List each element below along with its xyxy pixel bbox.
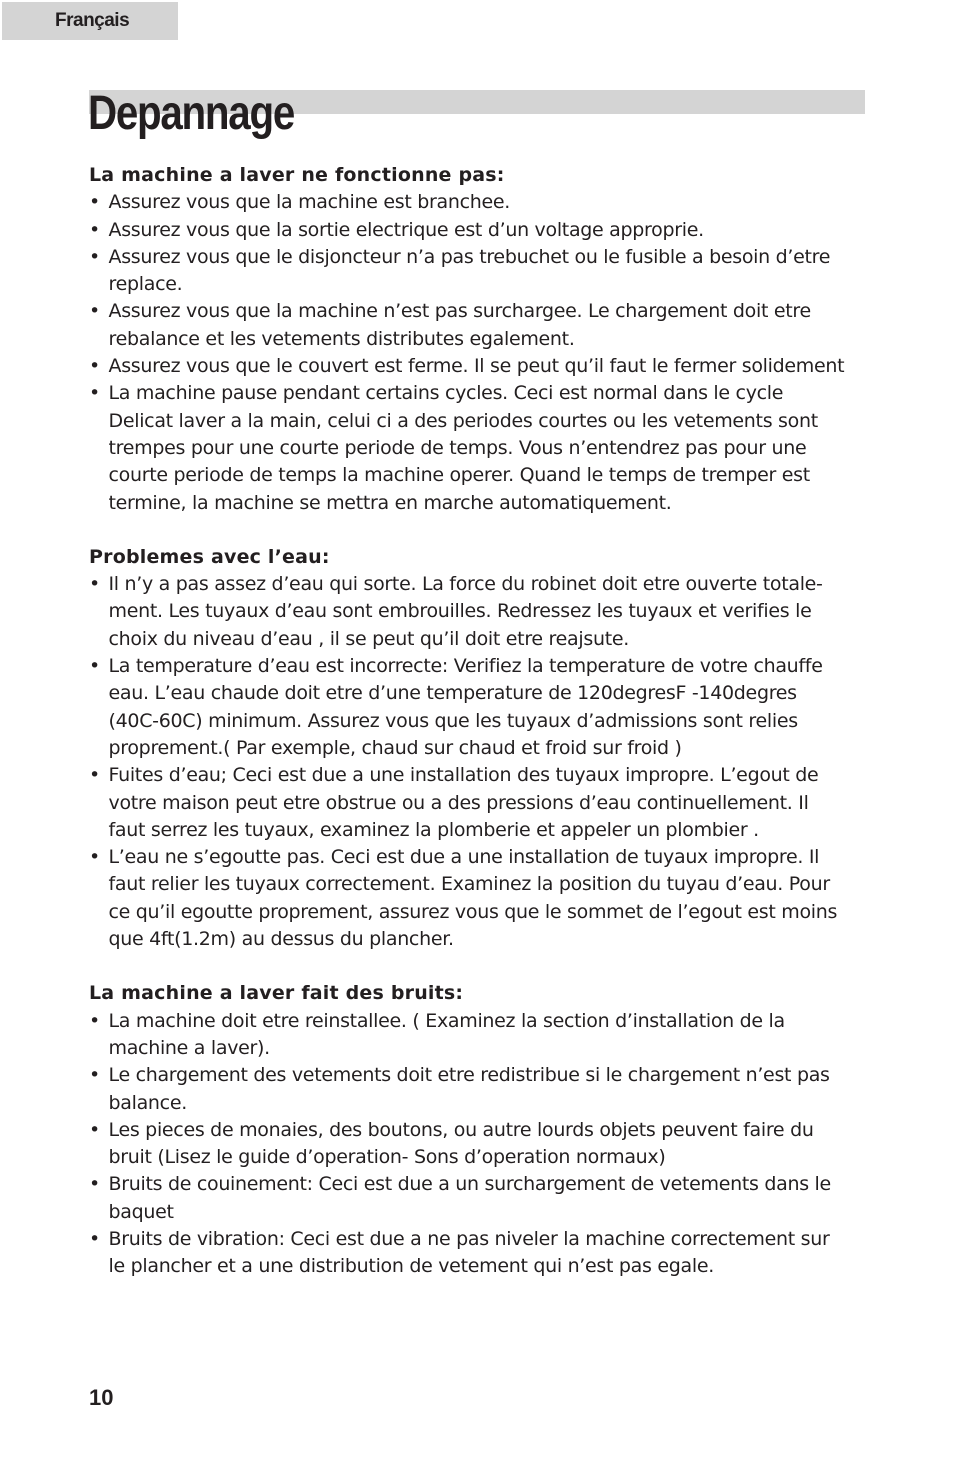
- list-item: • Assurez vous que le couvert est ferme. Il se peut qu’il faut le fermer solidement: [89, 353, 864, 380]
- list-item: • Assurez vous que la sortie electrique est d’un voltage approprie.: [89, 217, 864, 244]
- section-heading: La machine a laver fait des bruits:: [89, 982, 464, 1005]
- section-machine-not-working: [89, 162, 864, 517]
- page-title: Depannage: [88, 87, 294, 140]
- list-item: • L’eau ne s’egoutte pas. Ceci est due a une installation de tuyaux impropre. Il faut relier les tuyaux correctement. Examinez la position du tuyau d’eau. Pour ce qu’il egoutte proprement, assurez vous que le sommet de l’egout est moins que 4ft(1.2m) au dessus du plancher.: [89, 844, 864, 953]
- section-heading: La machine a laver ne fonctionne pas:: [89, 164, 505, 186]
- bullet-list: [89, 189, 864, 517]
- list-item: • Il n’y a pas assez d’eau qui sorte. La force du robinet doit etre ouverte totale- ment. Les tuyaux d’eau sont embrouilles. Redressez les tuyaux et verifies le choix du niveau d’eau , il se peut qu’il doit etre reajsute.: [89, 571, 864, 653]
- troubleshooting-content: [89, 162, 864, 1281]
- bullet-list: [89, 571, 864, 953]
- list-item: • La machine pause pendant certains cycles. Ceci est normal dans le cycle Delicat laver a la main, celui ci a des periodes courtes ou les vetements sont trempes pour une courte periode de temps. Vous n’entendrez pas pour une courte periode de temps la machine operer. Quand le temps de tremper est termine, la machine se mettra en marche automatiquement.: [89, 380, 864, 516]
- page-number: 10: [89, 1385, 114, 1410]
- section-water-problems: [89, 544, 864, 953]
- list-item: • Les pieces de monaies, des boutons, ou autre lourds objets peuvent faire du bruit (Lisez le guide d’operation- Sons d’operation normaux): [89, 1117, 864, 1172]
- list-item: • La machine doit etre reinstallee. ( Examinez la section d’installation de la machine a laver).: [89, 1008, 864, 1063]
- list-item: • La temperature d’eau est incorrecte: Verifiez la temperature de votre chauffe eau. L’eau chaude doit etre d’une temperature de 120degresF -140degres (40C-60C) minimum. Assurez vous que les tuyaux d’admissions sont relies proprement.( Par exemple, chaud sur chaud et froid sur froid ): [89, 653, 864, 762]
- list-item: • Bruits de vibration: Ceci est due a ne pas niveler la machine correctement sur le plancher et a une distribution de vetement qui n’est pas egale.: [89, 1226, 864, 1281]
- list-item: • Fuites d’eau; Ceci est due a une installation des tuyaux impropre. L’egout de votre maison peut etre obstrue ou a des pressions d’eau continuellement. Il faut serrez les tuyaux, examinez la plomberie et appeler un plombier .: [89, 762, 864, 844]
- list-item: • Assurez vous que la machine est branchee.: [89, 189, 864, 216]
- list-item: • Le chargement des vetements doit etre redistribue si le chargement n’est pas balance.: [89, 1062, 864, 1117]
- list-item: • Assurez vous que le disjoncteur n’a pas trebuchet ou le fusible a besoin d’etre replace.: [89, 244, 864, 299]
- section-machine-noises: [89, 980, 864, 1280]
- bullet-list: [89, 1008, 864, 1281]
- section-heading: Problemes avec l’eau:: [89, 545, 330, 568]
- list-item: • Assurez vous que la machine n’est pas surchargee. Le chargement doit etre rebalance et les vetements distributes egalement.: [89, 298, 864, 353]
- language-tab: Français: [2, 2, 178, 40]
- list-item: • Bruits de couinement: Ceci est due a un surchargement de vetements dans le baquet: [89, 1171, 864, 1226]
